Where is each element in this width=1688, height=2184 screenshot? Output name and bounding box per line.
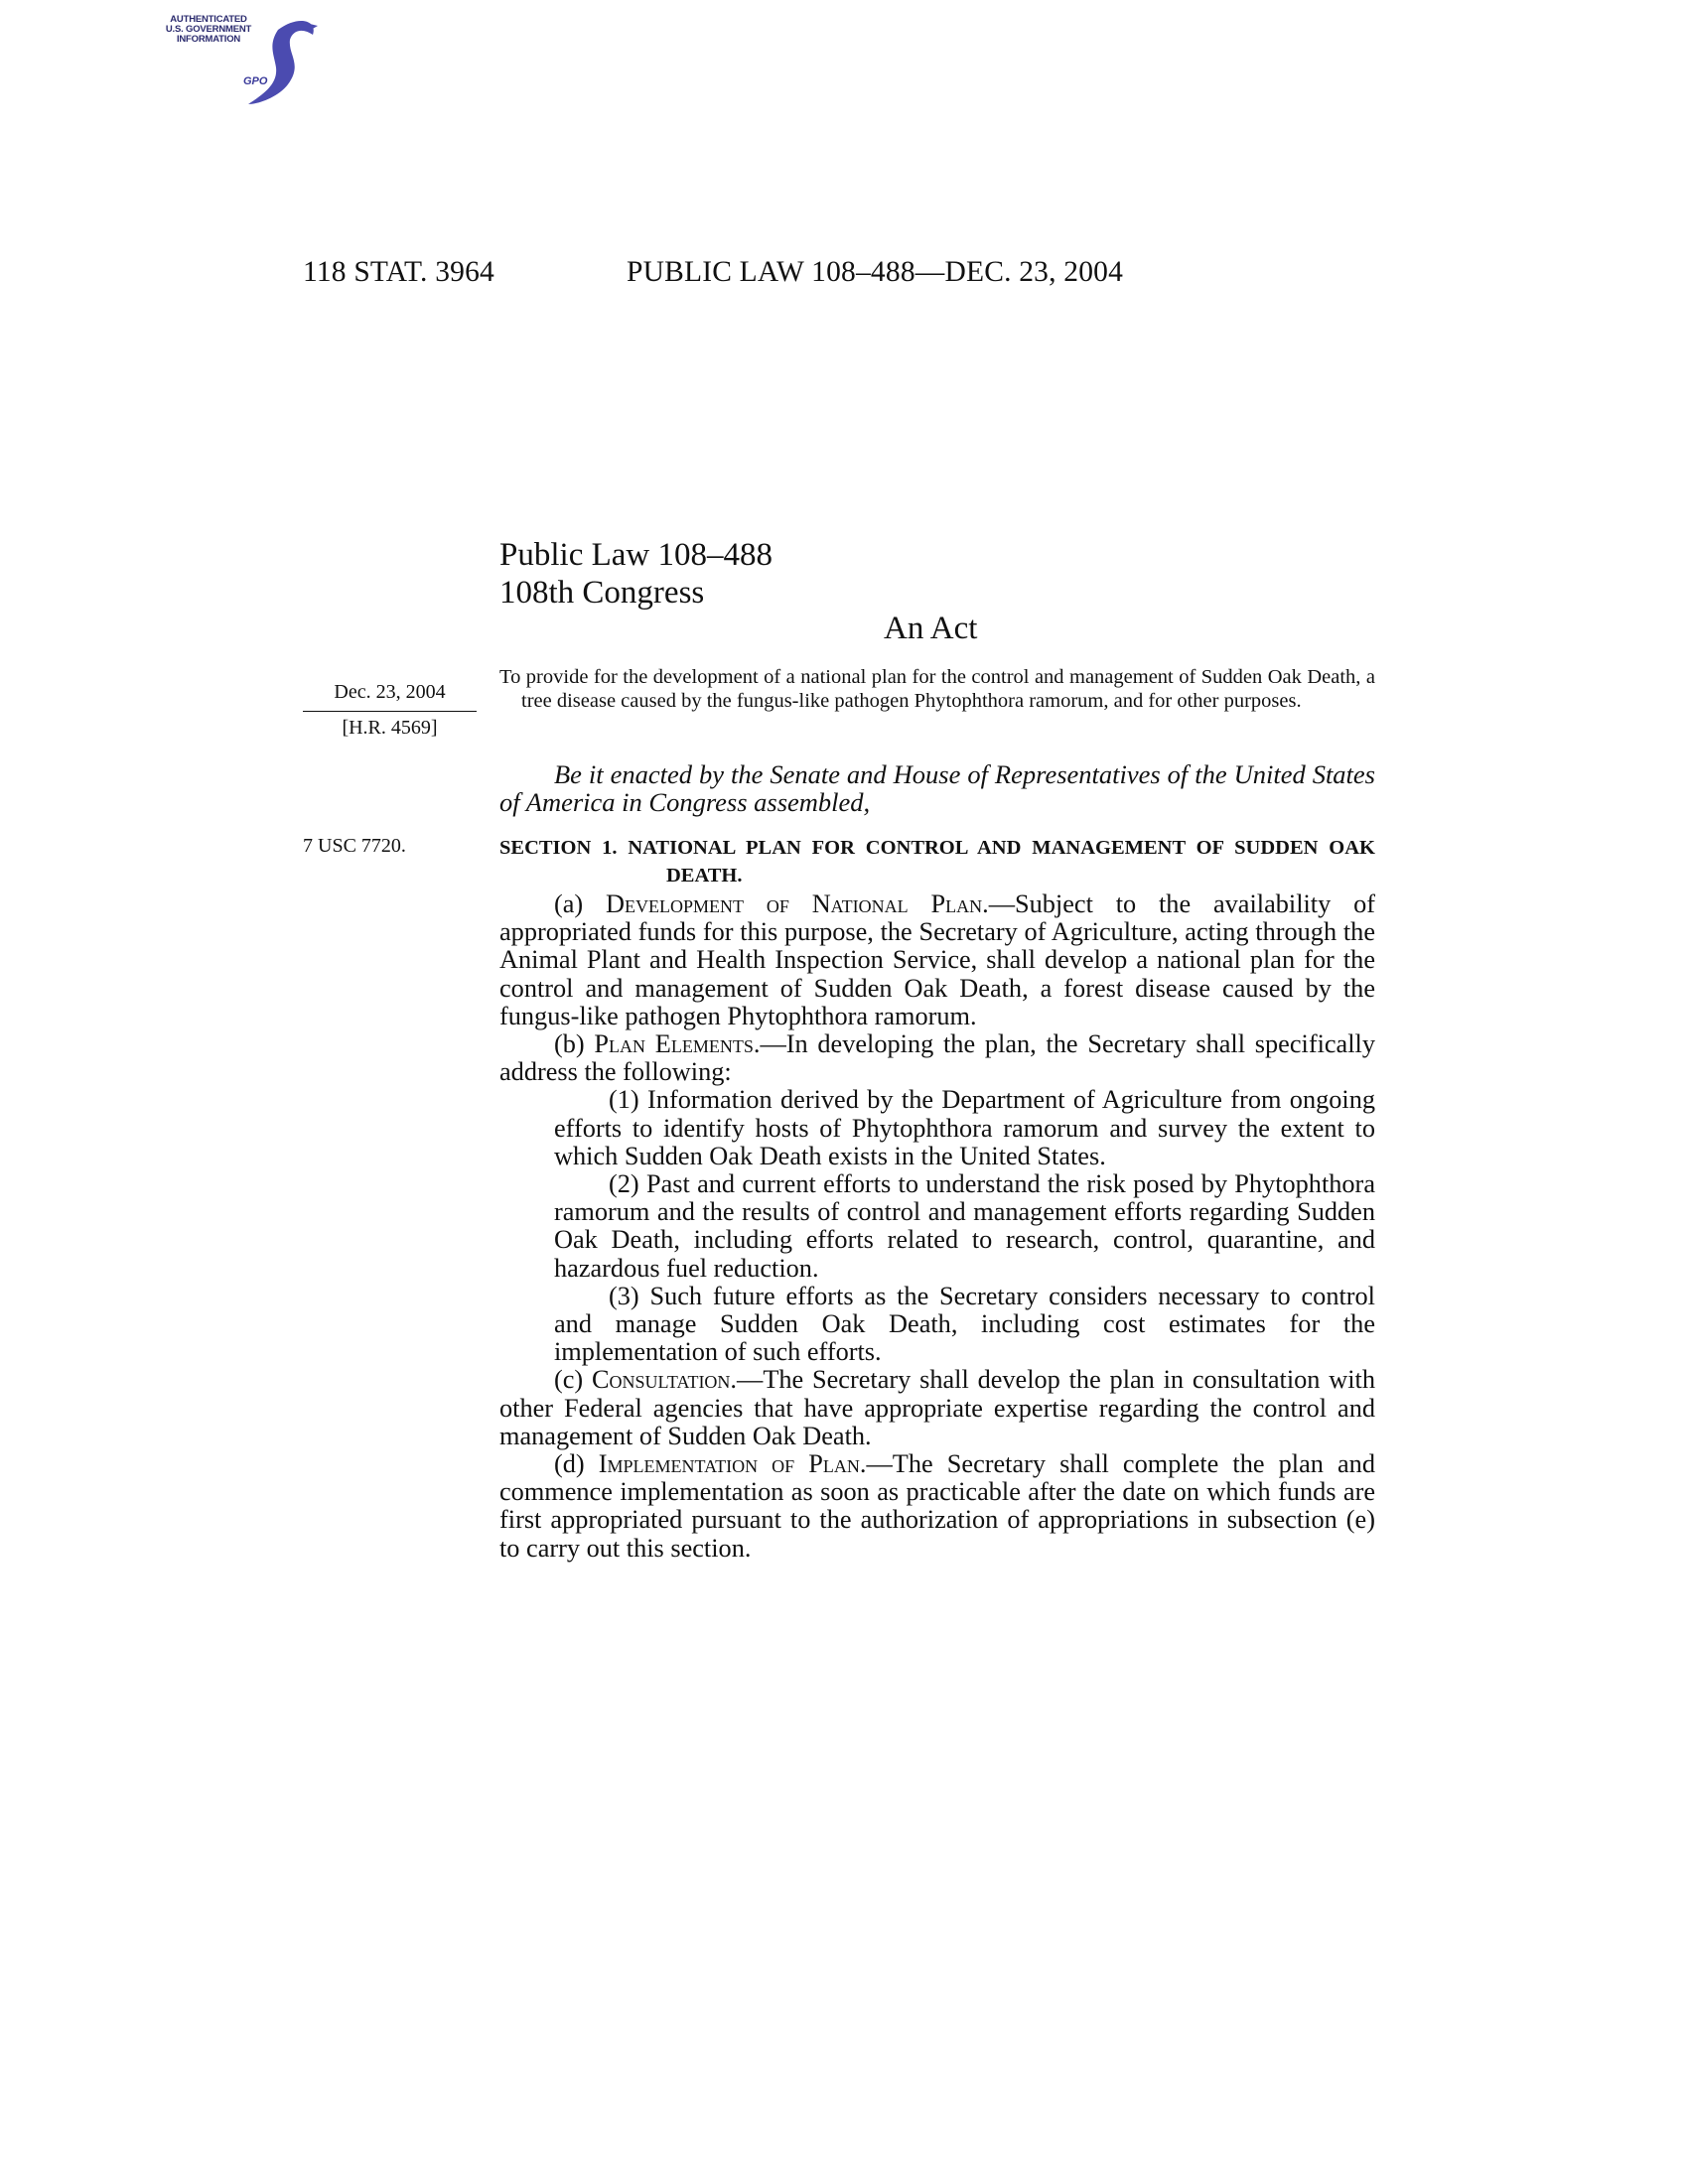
section-heading-line-1: SECTION 1. NATIONAL PLAN FOR CONTROL AND MANAGEMENT OF <box>499 837 1224 859</box>
law-number: Public Law 108–488 <box>499 537 773 573</box>
section-heading-line-2: SUDDEN OAK DEATH. <box>666 837 1375 887</box>
subsection-a-heading: Development of National Plan. <box>606 889 989 918</box>
subsection-a <box>499 890 1375 1030</box>
enactment-date: Dec. 23, 2004 <box>334 681 446 703</box>
law-title-block <box>499 536 773 612</box>
subsection-d <box>499 1450 1375 1563</box>
gpo-mark: GPO <box>243 75 268 87</box>
paragraph-b3: (3) Such future efforts as the Secretary considers necessary to control and manage Sudden Oak Death, including cost estimates for the implementation of such efforts. <box>554 1281 1375 1367</box>
paragraph-b1: (1) Information derived by the Department of Agriculture from ongoing efforts to identify hosts of Phytophthora ramorum and survey the extent to which Sudden Oak Death exists in the United States. <box>554 1085 1375 1170</box>
seal-line-2: U.S. GOVERNMENT <box>165 24 252 35</box>
paragraph-b2: (2) Past and current efforts to understand the risk posed by Phytophthora ramorum and the results of control and management efforts regarding Sudden Oak Death, including efforts related to research, control, quarantine, and hazardous fuel reduction. <box>554 1169 1375 1283</box>
section-heading <box>499 834 1375 889</box>
subsection-c-heading: Consultation. <box>592 1365 738 1395</box>
subsection-c-label: (c) <box>554 1365 592 1395</box>
subsection-c <box>499 1366 1375 1450</box>
subsection-c-text: —The Secretary shall develop the plan in consultation with other Federal agencies that have appropriate expertise regarding the control and management of Sudden Oak Death. <box>499 1365 1375 1450</box>
eagle-icon <box>218 10 318 109</box>
subsection-b <box>499 1030 1375 1086</box>
margin-date-note <box>303 678 477 742</box>
gpo-authentication-seal <box>149 10 318 99</box>
subsection-d-text: —The Secretary shall complete the plan and commence implementation as soon as practicable after the date on which funds are first appropriated pursuant to the authorization of appropriations in subsection (e) to carry out this section. <box>499 1449 1375 1563</box>
purpose-statement: To provide for the development of a national plan for the control and management of Sudden Oak Death, a tree disease caused by the fungus-like pathogen Phytophthora ramorum, and for other purposes. <box>499 666 1375 712</box>
bill-number: [H.R. 4569] <box>342 717 438 739</box>
running-title: PUBLIC LAW 108–488—DEC. 23, 2004 <box>627 256 1124 288</box>
congress-number: 108th Congress <box>499 575 705 611</box>
subsection-d-heading: Implementation of Plan. <box>598 1449 867 1479</box>
subsection-b-text: —In developing the plan, the Secretary shall specifically address the following: <box>499 1029 1375 1087</box>
act-label: An Act <box>884 611 978 646</box>
stat-page-number: 118 STAT. 3964 <box>303 256 495 288</box>
subsection-a-label: (a) <box>554 889 607 918</box>
subsection-d-label: (d) <box>554 1449 599 1479</box>
subsection-b-heading: Plan Elements. <box>594 1029 761 1059</box>
subsection-a-text: —Subject to the availability of appropriated funds for this purpose, the Secretary of Agriculture, acting through the Animal Plant and Health Inspection Service, shall develop a national plan for the control and management of Sudden Oak Death, a forest disease caused by the fungus-like pathogen Phytophthora ramorum. <box>499 889 1375 1030</box>
margin-rule <box>303 711 477 712</box>
seal-line-1: AUTHENTICATED <box>170 14 247 25</box>
usc-citation: 7 USC 7720. <box>303 835 406 857</box>
section-body <box>499 890 1375 1563</box>
subsection-b-label: (b) <box>554 1029 595 1059</box>
enacting-clause: Be it enacted by the Senate and House of Representatives of the United States of America in Congress assembled, <box>499 759 1375 817</box>
seal-line-3: INFORMATION <box>176 34 241 45</box>
